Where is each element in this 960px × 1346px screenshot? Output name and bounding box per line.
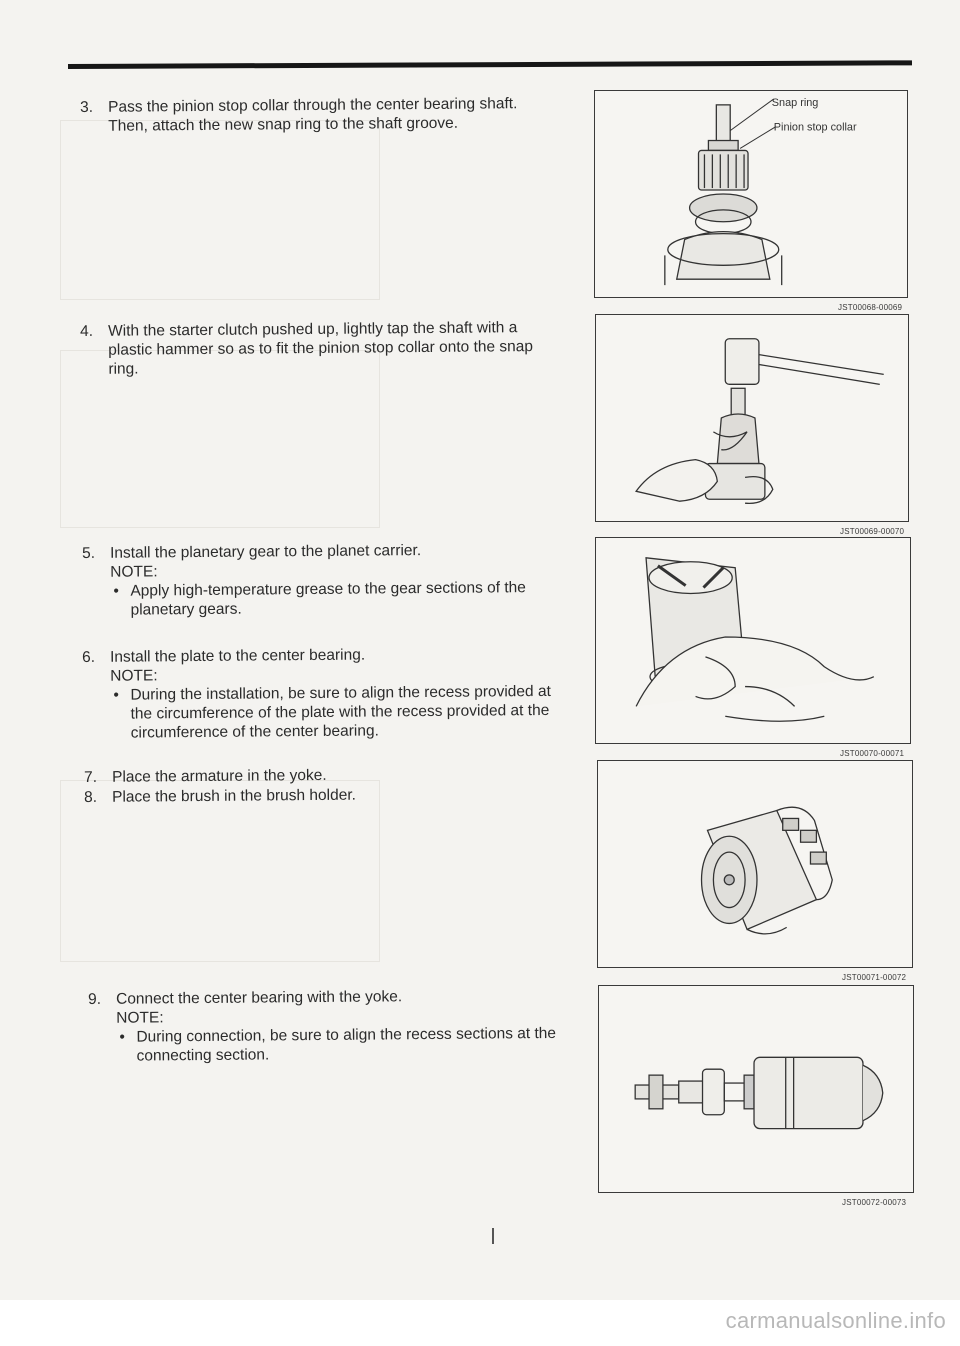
step-number: 8.: [84, 788, 98, 806]
header-rule: [68, 60, 912, 69]
watermark-text: carmanualsonline.info: [725, 1308, 946, 1333]
note-bullet: • Apply high-temperature grease to the gear sections of the planetary gears.: [130, 578, 560, 620]
step-9: [88, 986, 563, 1066]
center-bearing-yoke-illustration: [599, 986, 913, 1192]
figure-hammer-tap: [595, 314, 909, 522]
step-text: Then, attach the new snap ring to the shaft groove.: [108, 114, 459, 135]
step-text: Install the planetary gear to the planet carrier.: [110, 542, 422, 562]
note-bullet: • During the installation, be sure to align the recess provided at the circumference of the plate with the recess provided at the circumference of the center bearing.: [130, 682, 560, 743]
starter-shaft-illustration: [595, 91, 907, 297]
step-number: 3.: [80, 98, 94, 116]
figure-center-bearing-yoke: [598, 985, 914, 1193]
step-number: 4.: [80, 322, 94, 340]
figure-code: JST00072-00073: [842, 1198, 907, 1207]
figure-code: JST00071-00072: [842, 973, 907, 982]
step-text: Place the armature in the yoke.: [112, 766, 327, 786]
planetary-gear-illustration: [596, 538, 910, 743]
note-bullet: • During connection, be sure to align the recess sections at the connecting section.: [136, 1024, 562, 1066]
footer-band: [0, 1300, 960, 1346]
figure-snap-ring: [594, 90, 908, 298]
step-number: 5.: [82, 544, 96, 562]
figure-planetary-gear: [595, 537, 911, 744]
figure-code: JST00069-00070: [840, 527, 905, 536]
step-text: Connect the center bearing with the yoke.: [116, 988, 403, 1008]
step-5: [82, 540, 561, 620]
step-6: [82, 644, 561, 743]
step-number: 6.: [82, 648, 96, 666]
note-label: NOTE:: [110, 563, 158, 581]
callout-snap-ring: Snap ring: [771, 96, 819, 109]
figure-armature-yoke: [597, 760, 913, 968]
step-text: With the starter clutch pushed up, lightly tap the shaft with a plastic hammer so as to fit the pinion stop collar onto the snap ring.: [108, 319, 534, 378]
callout-pinion-stop-collar: Pinion stop collar: [773, 121, 857, 134]
step-3: [80, 94, 558, 136]
step-number: 9.: [88, 990, 102, 1008]
step-text: Install the plate to the center bearing.: [110, 646, 366, 666]
step-number: 7.: [84, 768, 98, 786]
step-text: Pass the pinion stop collar through the center bearing shaft.: [108, 95, 518, 116]
figure-code: JST00070-00071: [840, 749, 905, 758]
step-8: [84, 784, 562, 807]
figure-code: JST00068-00069: [838, 303, 903, 312]
note-label: NOTE:: [110, 667, 158, 685]
page-mark: [492, 1228, 494, 1244]
note-label: NOTE:: [116, 1009, 164, 1027]
bleed-through-shadow: [60, 780, 380, 962]
step-4: [80, 318, 558, 379]
bleed-through-shadow: [60, 120, 380, 300]
hammer-illustration: [596, 315, 908, 521]
armature-yoke-illustration: [598, 761, 912, 967]
step-text: Place the brush in the brush holder.: [112, 786, 357, 806]
